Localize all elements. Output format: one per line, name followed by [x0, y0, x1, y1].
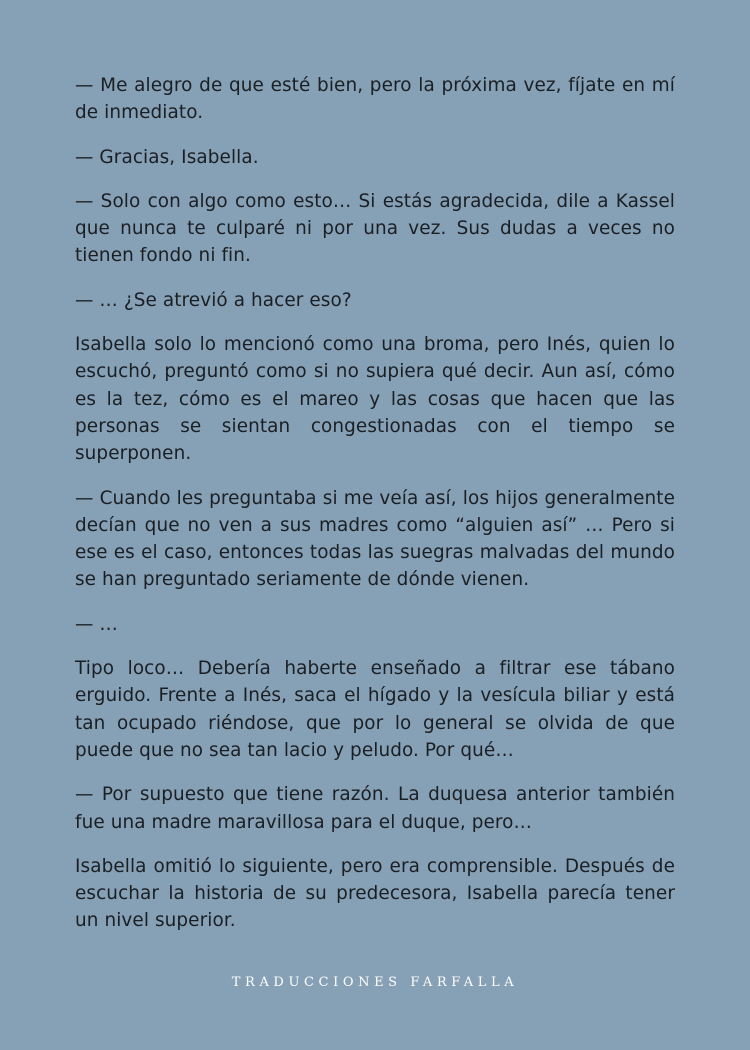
paragraph: Isabella solo lo mencionó como una broma, pero Inés, quien lo escuchó, preguntó como si no supiera qué decir. Aun así, cómo es la tez, cómo es el mareo y las cosas que hacen que las personas se sientan congestionadas con el tiempo se superponen.: [75, 334, 675, 465]
paragraph: — Gracias, Isabella.: [75, 146, 259, 168]
paragraph: Isabella omitió lo siguiente, pero era comprensible. Después de escuchar la historia de su predecesora, Isabella parecía tener un nivel superior.: [75, 855, 675, 932]
paragraph: — Solo con algo como esto… Si estás agradecida, dile a Kassel que nunca te culparé ni por una vez. Sus dudas a veces no tienen fondo ni fin.: [75, 190, 675, 267]
page-body: [75, 72, 675, 952]
paragraph: — Cuando les preguntaba si me veía así, los hijos generalmente decían que no ven a sus madres como “alguien así” … Pero si ese es el caso, entonces todas las suegras malvadas del mundo se han preguntado seriamente de dónde vienen.: [75, 487, 675, 591]
paragraph: — …: [75, 613, 118, 635]
paragraph: Tipo loco… Debería haberte enseñado a filtrar ese tábano erguido. Frente a Inés, saca el hígado y la vesícula biliar y está tan ocupado riéndose, que por lo general se olvida de que puede que no sea tan lacio y peludo. Por qué…: [75, 658, 675, 761]
paragraph: — … ¿Se atrevió a hacer eso?: [75, 289, 352, 311]
footer-credit: TRADUCCIONES FARFALLA: [231, 975, 519, 990]
paragraph: — Por supuesto que tiene razón. La duquesa anterior también fue una madre maravillosa para el duque, pero…: [75, 784, 675, 833]
paragraph: — Me alegro de que esté bien, pero la próxima vez, fíjate en mí de inmediato.: [75, 75, 675, 124]
